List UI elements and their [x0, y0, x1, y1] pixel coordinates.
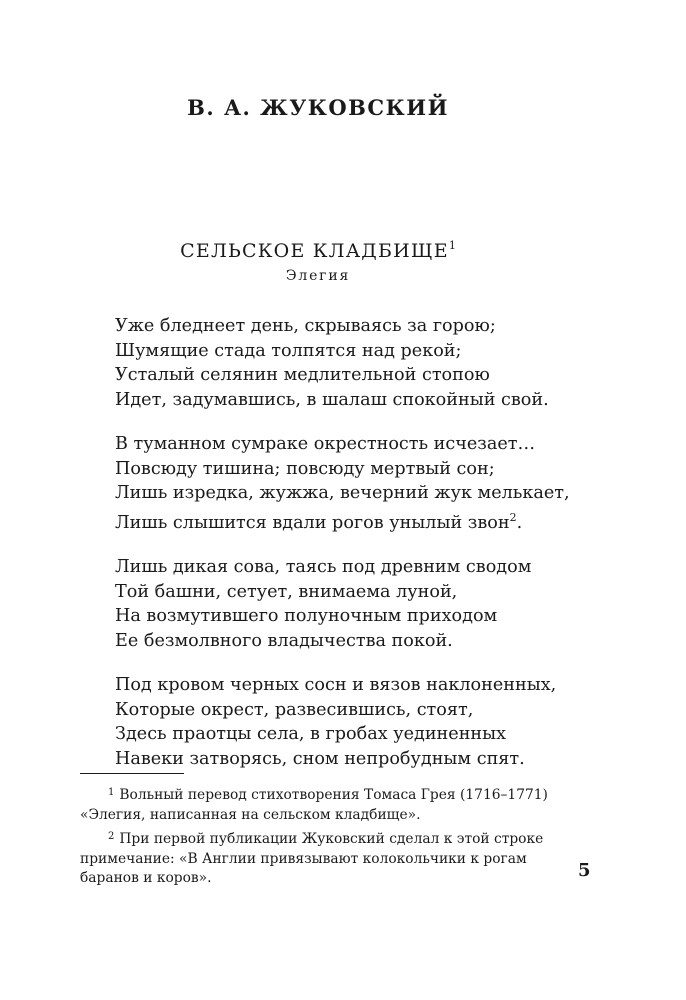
verse-line: Лишь изредка, жужжа, вечерний жук мелькает, — [115, 483, 570, 503]
verse-line-end: . — [516, 512, 523, 533]
verse-line: Шумящие стада толпятся над рекой; — [115, 340, 462, 361]
author-heading: В. А. ЖУКОВСКИЙ — [187, 95, 449, 120]
verse-line: Повсюду тишина; повсюду мертвый сон; — [115, 458, 495, 479]
verse-line: Той башни, сетует, внимаема луной, — [115, 581, 458, 602]
footnote-divider — [80, 773, 184, 774]
verse-line: Которые окрест, развесившись, стоят, — [115, 699, 474, 720]
verse-line: В туманном сумраке окрестность исчезает… — [115, 434, 536, 454]
footnote-text: Вольный перевод стихотворения Томаса Грея (1716–1771) «Элегия, написанная на сельском кладбище». — [80, 787, 548, 823]
footnote — [80, 827, 556, 889]
footnote-number: 2 — [108, 831, 115, 842]
footnote-number: 1 — [108, 787, 115, 798]
verse-line: Под кровом черных сосн и вязов наклоненных, — [115, 675, 557, 695]
poem-title-text: СЕЛЬСКОЕ КЛАДБИЩЕ — [180, 240, 449, 262]
verse-line: Ее безмолвного владычества покой. — [115, 630, 453, 651]
stanza — [115, 314, 615, 412]
poem-body — [115, 314, 615, 791]
footnote-ref: 2 — [509, 510, 517, 524]
verse-line — [115, 506, 615, 536]
poem-subtitle: Элегия — [285, 268, 351, 284]
verse-line: Здесь праотцы села, в гробах уединенных — [115, 724, 507, 744]
verse-line: Навеки затворясь, сном непробудным спят. — [115, 748, 525, 769]
footnotes — [80, 783, 556, 891]
verse-line: На возмутившего полуночным приходом — [115, 606, 498, 626]
poem-title — [0, 239, 636, 262]
footnote-ref: 1 — [448, 239, 456, 252]
verse-line: Усталый селянин медлительной стопою — [115, 365, 490, 385]
stanza — [115, 555, 615, 653]
footnote-text: При первой публикации Жуковский сделал к этой строке примечание: «В Англии привязывают колокольчики к рогам баранов и коров». — [80, 831, 544, 886]
verse-line: Уже бледнеет день, скрываясь за горою; — [115, 316, 496, 336]
verse-line: Идет, задумавшись, в шалаш спокойный свой. — [115, 389, 549, 410]
verse-line: Лишь дикая сова, таясь под древним сводом — [115, 557, 532, 577]
footnote — [80, 783, 556, 825]
page-number: 5 — [578, 860, 591, 881]
stanza — [115, 673, 615, 771]
stanza — [115, 432, 615, 535]
verse-line-text: Лишь слышится вдали рогов унылый звон — [115, 512, 510, 533]
